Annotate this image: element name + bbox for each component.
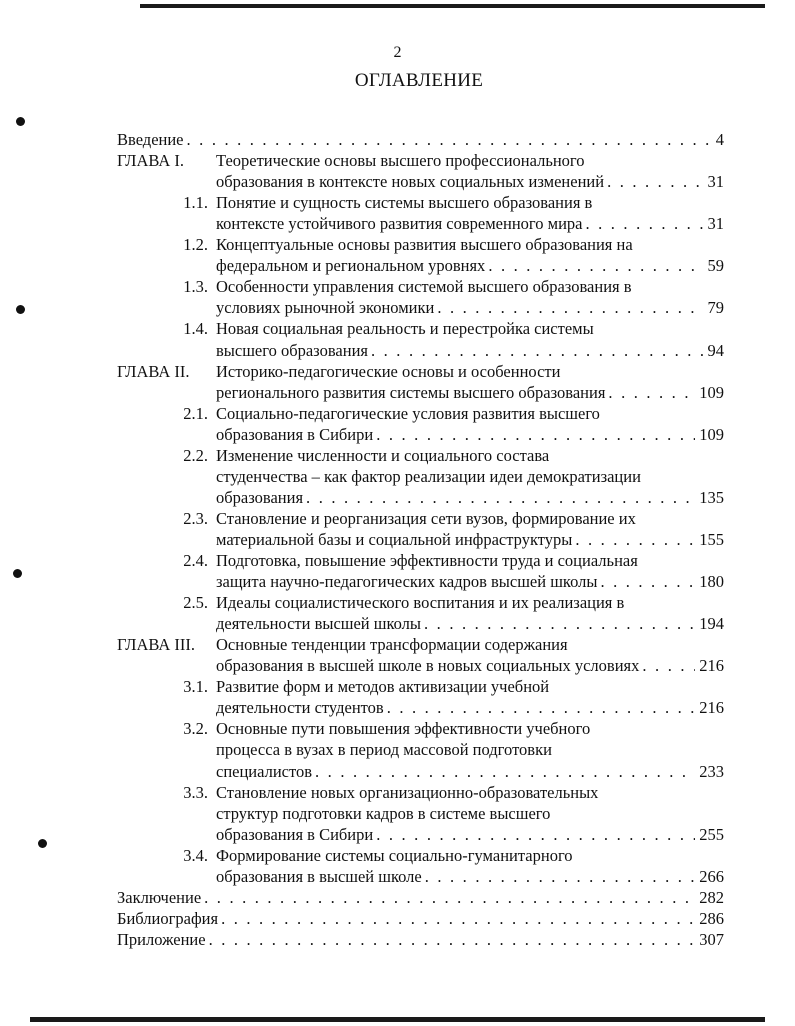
- toc-entry-section-line: Концептуальные основы развития высшего образования на: [216, 235, 633, 255]
- toc-entry-section[interactable]: [216, 340, 724, 362]
- toc-entry-chapter[interactable]: [216, 655, 724, 677]
- toc-entry-endmatter-page: 307: [699, 929, 724, 949]
- leader-dots: [424, 613, 695, 635]
- toc-entry-section-line: Подготовка, повышение эффективности труда и социальная: [216, 551, 638, 570]
- toc-entry-section-title: материальной базы и социальной инфраструктуры: [216, 529, 573, 549]
- toc-entry-intro-title: Введение: [117, 130, 184, 149]
- leader-dots: [306, 487, 695, 509]
- leader-dots: [315, 761, 695, 783]
- toc-entry-section-line: Идеалы социалистического воспитания и их реализация в: [216, 593, 625, 613]
- section-number: 3.2.: [183, 719, 208, 739]
- section-number: 3.3.: [183, 782, 208, 802]
- section-number: 1.3.: [183, 277, 208, 297]
- leader-dots: [425, 866, 696, 888]
- leader-dots: [600, 571, 695, 593]
- toc-entry-section-page: 79: [707, 298, 724, 318]
- toc-entry-section-title: деятельности высшей школы: [216, 614, 422, 634]
- toc-entry-section-line: Основные пути повышения эффективности учебного: [216, 719, 591, 739]
- toc-entry-section-page: 94: [707, 340, 724, 360]
- leader-dots: [575, 529, 695, 551]
- toc-entry-section-title: защита научно-педагогических кадров высшей школы: [216, 572, 598, 592]
- toc-entry-section-line: Понятие и сущность системы высшего образования в: [216, 193, 593, 213]
- leader-dots: [437, 297, 703, 319]
- section-number: 1.4.: [183, 319, 208, 339]
- toc-entry-chapter-line: Основные тенденции трансформации содержания: [216, 635, 568, 655]
- toc-entry-section-line: Становление новых организационно-образовательных: [216, 782, 599, 802]
- section-number: 1.1.: [183, 193, 208, 213]
- toc-entry-chapter-page: 216: [699, 656, 724, 676]
- toc-entry-chapter-title: регионального развития системы высшего образования: [216, 382, 606, 402]
- toc-entry-section-page: 266: [699, 866, 724, 886]
- toc-entry-section[interactable]: [216, 697, 724, 719]
- binding-hole: [13, 569, 22, 578]
- toc-entry-section[interactable]: [216, 297, 724, 319]
- toc-entry-section-page: 135: [699, 487, 724, 507]
- chapter-label: ГЛАВА I.: [117, 151, 185, 171]
- toc-entry-section-line: Особенности управления системой высшего образования в: [216, 277, 632, 297]
- section-number: 2.1.: [183, 403, 208, 423]
- toc-entry-section-title: образования в Сибири: [216, 424, 374, 444]
- leader-dots: [585, 213, 703, 235]
- toc-entry-endmatter-page: 282: [699, 887, 724, 907]
- toc-entry-chapter-page: 109: [699, 382, 724, 402]
- toc-entry-section-line: структур подготовки кадров в системе высшего: [216, 803, 551, 823]
- toc-entry-section-page: 109: [699, 424, 724, 444]
- leader-dots: [209, 929, 696, 951]
- toc-entry-chapter-page: 31: [707, 172, 724, 192]
- leader-dots: [187, 129, 712, 151]
- top-scan-rule: [140, 4, 765, 8]
- toc-entry-section-title: условиях рыночной экономики: [216, 298, 435, 318]
- toc-entry-endmatter-title: Заключение: [117, 887, 202, 907]
- bottom-scan-rule: [30, 1017, 765, 1022]
- toc-entry-section[interactable]: [216, 255, 724, 277]
- leader-dots: [371, 340, 704, 362]
- toc-entry-section-line: студенчества – как фактор реализации идеи демократизации: [216, 466, 641, 486]
- toc-entry-section-page: 180: [699, 572, 724, 592]
- toc-entry-section-page: 194: [699, 614, 724, 634]
- leader-dots: [376, 824, 695, 846]
- toc-entry-endmatter[interactable]: [117, 929, 724, 951]
- toc-entry-section[interactable]: [216, 824, 724, 846]
- binding-hole: [16, 305, 25, 314]
- section-number: 2.5.: [183, 593, 208, 613]
- leader-dots: [488, 255, 703, 277]
- toc-entry-chapter[interactable]: [216, 171, 724, 193]
- toc-entry-section[interactable]: [216, 487, 724, 509]
- toc-entry-section-page: 233: [699, 761, 724, 781]
- section-number: 2.2.: [183, 445, 208, 465]
- toc-entry-endmatter-title: Библиография: [117, 908, 219, 928]
- toc-entry-intro-page: 4: [715, 130, 724, 149]
- toc-entry-section[interactable]: [216, 613, 724, 635]
- leader-dots: [608, 382, 695, 404]
- section-number: 3.4.: [183, 845, 208, 865]
- toc-entry-chapter-title: образования в контексте новых социальных изменений: [216, 172, 605, 192]
- toc-entry-section-title: деятельности студентов: [216, 698, 384, 718]
- section-number: 1.2.: [183, 235, 208, 255]
- toc-entry-section-line: Развитие форм и методов активизации учебной: [216, 677, 550, 697]
- leader-dots: [387, 697, 696, 719]
- toc-entry-section-page: 216: [699, 698, 724, 718]
- toc-entry-section[interactable]: [216, 571, 724, 593]
- leader-dots: [204, 887, 695, 909]
- page-number: 2: [393, 44, 402, 61]
- chapter-label: ГЛАВА III.: [117, 635, 196, 655]
- toc-entry-intro[interactable]: [117, 129, 724, 151]
- toc-entry-endmatter-page: 286: [699, 908, 724, 928]
- chapter-label: ГЛАВА II.: [117, 361, 190, 381]
- toc-entry-section-line: Новая социальная реальность и перестройка системы: [216, 319, 594, 339]
- toc-entry-section-title: образования в Сибири: [216, 824, 374, 844]
- toc-entry-endmatter[interactable]: [117, 908, 724, 930]
- toc-entry-section-line: Изменение численности и социального состава: [216, 445, 550, 465]
- toc-entry-section[interactable]: [216, 761, 724, 783]
- toc-entry-section-line: Социально-педагогические условия развития высшего: [216, 403, 600, 423]
- toc-entry-endmatter-title: Приложение: [117, 929, 206, 949]
- toc-entry-chapter-line: Историко-педагогические основы и особенности: [216, 361, 561, 381]
- leader-dots: [642, 655, 695, 677]
- leader-dots: [221, 908, 695, 930]
- binding-hole: [38, 839, 47, 848]
- toc-entry-section-line: Формирование системы социально-гуманитарного: [216, 845, 573, 865]
- toc-entry-section[interactable]: [216, 529, 724, 551]
- toc-entry-section-title: высшего образования: [216, 340, 368, 360]
- leader-dots: [376, 424, 695, 446]
- toc-entry-section[interactable]: [216, 213, 724, 235]
- section-number: 3.1.: [183, 677, 208, 697]
- leader-dots: [607, 171, 703, 193]
- toc-entry-section-line: процесса в вузах в период массовой подготовки: [216, 740, 552, 760]
- toc-entry-section-title: федеральном и региональном уровнях: [216, 256, 486, 276]
- toc-entry-section-title: специалистов: [216, 761, 313, 781]
- toc-entry-section[interactable]: [216, 424, 724, 446]
- page-title: ОГЛАВЛЕНИЕ: [354, 70, 484, 91]
- section-number: 2.4.: [183, 551, 208, 570]
- toc-entry-chapter-line: Теоретические основы высшего профессионального: [216, 151, 585, 171]
- toc-entry-section-title: контексте устойчивого развития современного мира: [216, 214, 583, 234]
- toc-entry-endmatter[interactable]: [117, 887, 724, 909]
- toc-entry-section-page: 59: [707, 256, 724, 276]
- binding-hole: [16, 117, 25, 126]
- toc-entry-section-title: образования: [216, 487, 304, 507]
- toc-entry-chapter[interactable]: [216, 382, 724, 404]
- toc-entry-chapter-title: образования в высшей школе в новых социальных условиях: [216, 656, 640, 676]
- toc-entry-section-page: 155: [699, 529, 724, 549]
- toc-entry-section-line: Становление и реорганизация сети вузов, формирование их: [216, 508, 636, 528]
- toc-entry-section[interactable]: [216, 866, 724, 888]
- toc-entry-section-title: образования в высшей школе: [216, 866, 422, 886]
- section-number: 2.3.: [183, 508, 208, 528]
- toc-entry-section-page: 255: [699, 824, 724, 844]
- toc-entry-section-page: 31: [707, 214, 724, 234]
